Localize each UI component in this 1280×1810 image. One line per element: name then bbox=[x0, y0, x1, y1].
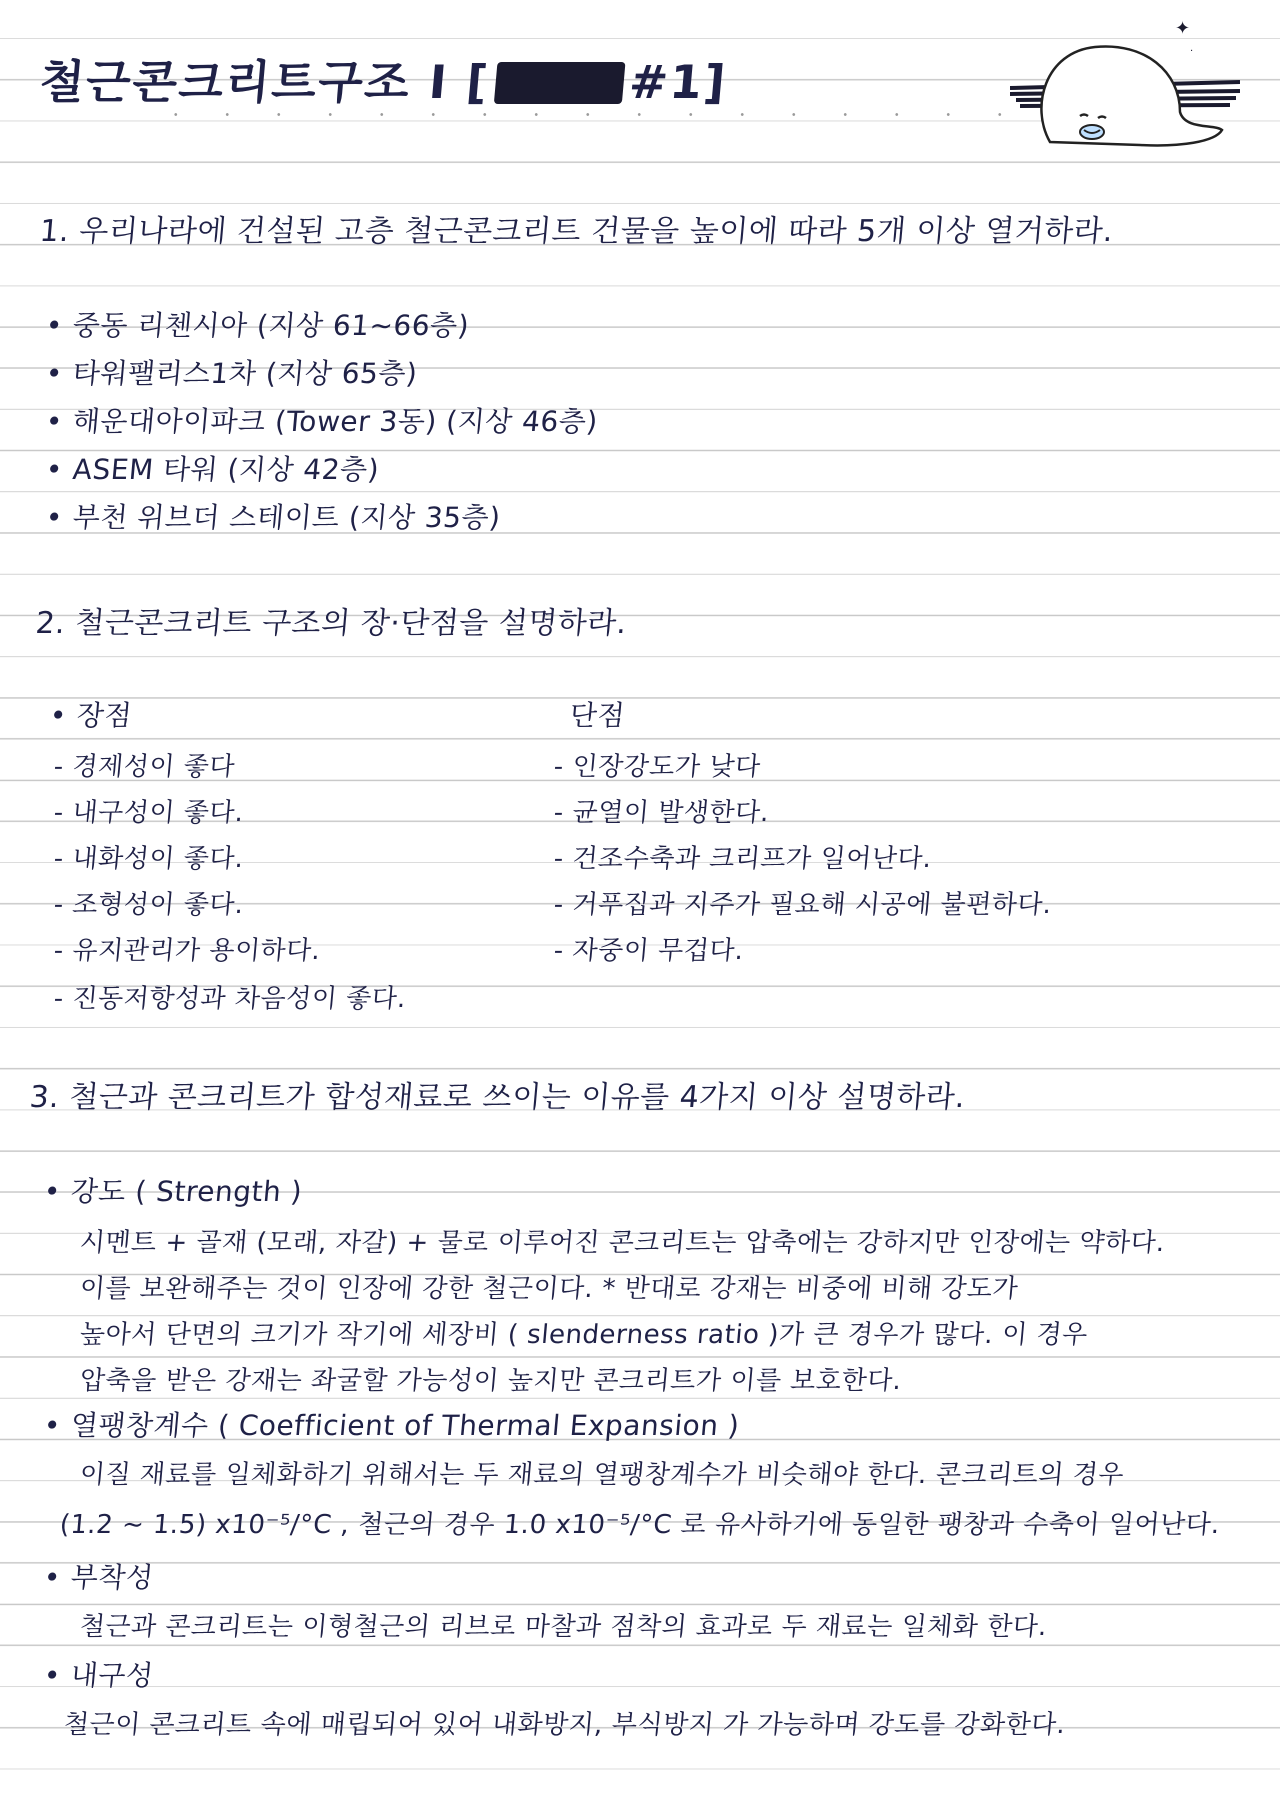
q3-section-line: 시멘트 + 골재 (모래, 자갈) + 물로 이루어진 콘크리트는 압축에는 강하지만 인장에는 약하다. bbox=[78, 1228, 1167, 1258]
q3-section-line: 철근과 콘크리트는 이형철근의 리브로 마찰과 점착의 효과로 두 재료는 일체화 한다. bbox=[78, 1612, 1049, 1642]
q3-section-heading: • 강도 ( Strength ) bbox=[42, 1170, 304, 1210]
pros-item: - 조형성이 좋다. bbox=[52, 890, 245, 920]
cons-heading: 단점 bbox=[568, 699, 627, 732]
pros-heading: • 장점 bbox=[48, 694, 134, 734]
q3-section-heading: • 부착성 bbox=[42, 1556, 155, 1596]
q1-item: • 타워팰리스1차 (지상 65층) bbox=[44, 352, 419, 392]
svg-text:✦: ✦ bbox=[1175, 18, 1191, 39]
svg-text:·: · bbox=[1190, 46, 1194, 57]
pros-item: - 내구성이 좋다. bbox=[52, 798, 245, 828]
seal-mascot-icon bbox=[1010, 12, 1240, 152]
q3-section-line: 높아서 단면의 크기가 작기에 세장비 ( slenderness ratio )가 큰 경우가 많다. 이 경우 bbox=[78, 1320, 1089, 1350]
page-title bbox=[37, 46, 730, 112]
cons-item: - 자중이 무겁다. bbox=[552, 936, 745, 966]
q3-section-line: (1.2 ~ 1.5) x10⁻⁵/°C , 철근의 경우 1.0 x10⁻⁵/°C 로 유사하기에 동일한 팽창과 수축이 일어난다. bbox=[58, 1510, 1222, 1540]
q3-section-heading: • 열팽창계수 ( Coefficient of Thermal Expansion ) bbox=[42, 1404, 741, 1444]
question-3: 3. 철근과 콘크리트가 합성재료로 쓰이는 이유를 4가지 이상 설명하라. bbox=[28, 1080, 967, 1115]
pros-item: - 진동저항성과 차음성이 좋다. bbox=[52, 984, 408, 1014]
title-prefix: 철근콘크리트구조 I [ bbox=[37, 55, 492, 109]
q3-section-line: 압축을 받은 강재는 좌굴할 가능성이 높지만 콘크리트가 이를 보호한다. bbox=[78, 1366, 903, 1396]
question-2: 2. 철근콘크리트 구조의 장·단점을 설명하라. bbox=[34, 606, 629, 641]
q1-item: • 해운대아이파크 (Tower 3동) (지상 46층) bbox=[44, 400, 599, 440]
question-1: 1. 우리나라에 건설된 고층 철근콘크리트 건물을 높이에 따라 5개 이상 열거하라. bbox=[38, 214, 1115, 249]
pros-item: - 경제성이 좋다 bbox=[52, 752, 237, 782]
cons-item: - 인장강도가 낮다 bbox=[552, 752, 762, 782]
q3-section-line: 철근이 콘크리트 속에 매립되어 있어 내화방지, 부식방지 가 가능하며 강도를 강화한다. bbox=[62, 1710, 1067, 1740]
q3-section-line: 이를 보완해주는 것이 인장에 강한 철근이다. * 반대로 강재는 비중에 비해 강도가 bbox=[78, 1274, 1020, 1304]
q1-item: • ASEM 타워 (지상 42층) bbox=[44, 448, 381, 488]
q3-section-line: 이질 재료를 일체화하기 위해서는 두 재료의 열팽창계수가 비슷해야 한다. 콘크리트의 경우 bbox=[78, 1460, 1126, 1490]
q1-item: • 부천 위브더 스테이트 (지상 35층) bbox=[44, 496, 502, 536]
q3-section-heading: • 내구성 bbox=[42, 1654, 155, 1694]
pros-item: - 유지관리가 용이하다. bbox=[52, 936, 322, 966]
q1-item: • 중동 리첸시아 (지상 61~66층) bbox=[44, 304, 471, 344]
cons-item: - 균열이 발생한다. bbox=[552, 798, 771, 828]
cons-item: - 건조수축과 크리프가 일어난다. bbox=[552, 844, 934, 874]
pros-item: - 내화성이 좋다. bbox=[52, 844, 245, 874]
title-suffix: #1] bbox=[627, 55, 730, 109]
redacted-name bbox=[493, 62, 625, 104]
cons-item: - 거푸집과 지주가 필요해 시공에 불편하다. bbox=[552, 890, 1054, 920]
